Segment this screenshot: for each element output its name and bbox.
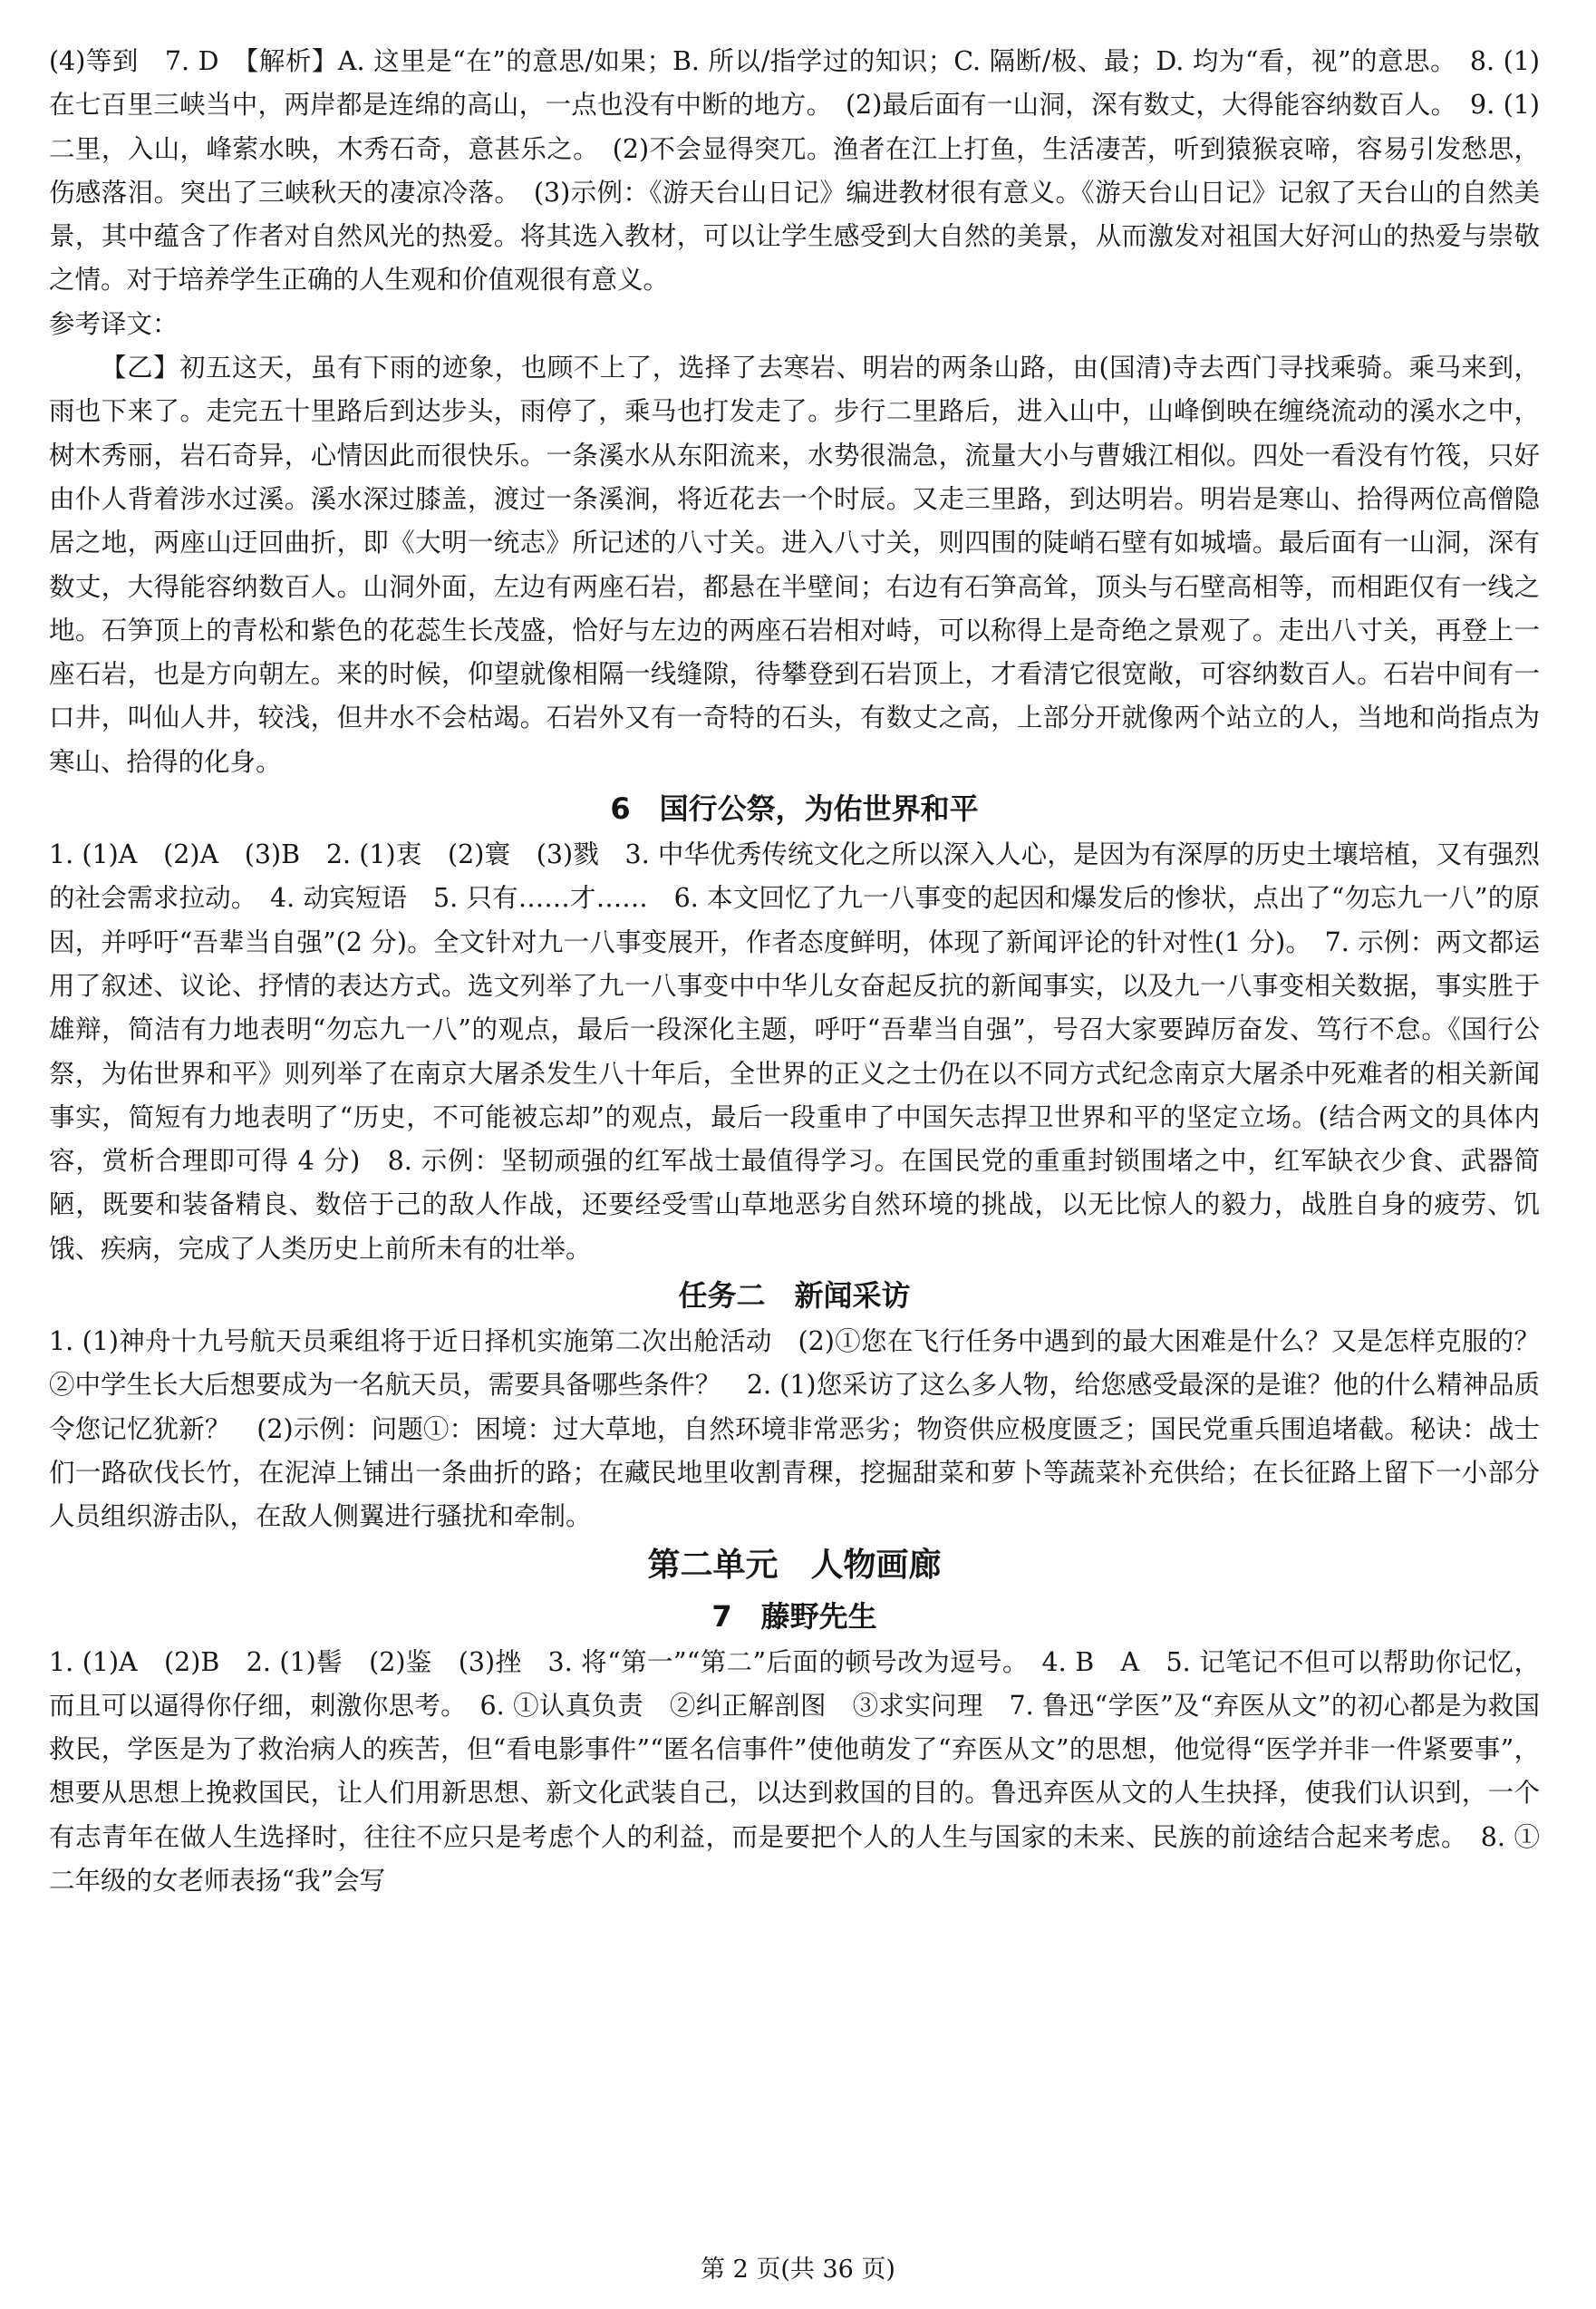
page-footer: 第 2 页(共 36 页)	[701, 2256, 895, 2284]
lesson7-answers: 1. (1)A (2)B 2. (1)髻 (2)鉴 (3)挫 3. 将“第一”“第二”后面的顿号改为逗号。 4. B A 5. 记笔记不但可以帮助你记忆，而且可以逼得你仔细，刺激你思考。 6. ①认真负责 ②纠正解剖图 ③求实问理 7. 鲁迅“学医”及“弃医从文”的初心都是为救国救民，学医是为了救治病人的疾苦，但“看电影事件”“匿名信事件”使他萌发了“弃医从文”的思想，他觉得“医学并非一件紧要事”，想要从思想上挽救国民，让人们用新思想、新文化武装自己，以达到救国的目的。鲁迅弃医从文的人生抉择，使我们认识到，一个有志青年在做人生选择时，往往不应只是考虑个人的利益，而是要把个人的人生与国家的未来、民族的前途结合起来考虑。 8. ①二年级的女老师表扬“我”会写	[49, 1646, 1540, 1896]
answers-lesson5-tail: (4)等到 7. D 【解析】A. 这里是“在”的意思/如果；B. 所以/指学过的知识；C. 隔断/极、最；D. 均为“看，视”的意思。 8. (1)在七百里三峡当中，两岸都是连绵的高山，一点也没有中断的地方。 (2)最后面有一山洞，深有数丈，大得能容纳数百人。 9. (1)二里，入山，峰萦水映，木秀石奇，意甚乐之。 (2)不会显得突兀。渔者在江上打鱼，生活凄苦，听到猿猴哀啼，容易引发愁思，伤感落泪。突出了三峡秋天的凄凉冷落。 (3)示例：《游天台山日记》编进教材很有意义。《游天台山日记》记叙了天台山的自然美景，其中蕴含了作者对自然风光的热爱。将其选入教材，可以让学生感受到大自然的美景，从而激发对祖国大好河山的热爱与崇敬之情。对于培养学生正确的人生观和价值观很有意义。	[49, 46, 1540, 296]
translation-label: 参考译文：	[49, 308, 179, 339]
unit2-title: 第二单元 人物画廊	[647, 1546, 942, 1584]
translation-text: 【乙】初五这天，虽有下雨的迹象，也顾不上了，选择了去寒岩、明岩的两条山路，由(国清)寺去西门寻找乘骑。乘马来到，雨也下来了。走完五十里路后到达步头，雨停了，乘马也打发走了。步行二里路后，进入山中，山峰倒映在缠绕流动的溪水之中，树木秀丽，岩石奇异，心情因此而很快乐。一条溪水从东阳流来，水势很湍急，流量大小与曹娥江相似。四处一看没有竹筏，只好由仆人背着涉水过溪。溪水深过膝盖，渡过一条溪涧，将近花去一个时辰。又走三里路，到达明岩。明岩是寒山、拾得两位高僧隐居之地，两座山迂回曲折，即《大明一统志》所记述的八寸关。进入八寸关，则四围的陡峭石壁有如城墙。最后面有一山洞，深有数丈，大得能容纳数百人。山洞外面，左边有两座石岩，都悬在半壁间；右边有石笋高耸，顶头与石壁高相等，而相距仅有一线之地。石笋顶上的青松和紫色的花蕊生长茂盛，恰好与左边的两座石岩相对峙，可以称得上是奇绝之景观了。走出八寸关，再登上一座石岩，也是方向朝左。来的时候，仰望就像相隔一线缝隙，待攀登到石岩顶上，才看清它很宽敞，可容纳数百人。石岩中间有一口井，叫仙人井，较浅，但井水不会枯竭。石岩外又有一奇特的石头，有数丈之高，上部分开就像两个站立的人，当地和尚指点为寒山、拾得的化身。	[49, 353, 1540, 777]
task2-answers: 1. (1)神舟十九号航天员乘组将于近日择机实施第二次出舱活动 (2)①您在飞行任务中遇到的最大困难是什么？又是怎样克服的？②中学生长大后想要成为一名航天员，需要具备哪些条件？ 2. (1)您采访了这么多人物，给您感受最深的是谁？他的什么精神品质令您记忆犹新？ (2)示例：问题①：困境：过大草地，自然环境非常恶劣；物资供应极度匮乏；国民党重兵围追堵截。秘诀：战士们一路砍伐长竹，在泥淖上铺出一条曲折的路；在藏民地里收割青稞，挖掘甜菜和萝卜等蔬菜补充供给；在长征路上留下一小部分人员组织游击队，在敌人侧翼进行骚扰和牵制。	[49, 1326, 1540, 1532]
task2-title: 任务二 新闻采访	[678, 1278, 911, 1314]
lesson6-title: 6 国行公祭，为佑世界和平	[610, 791, 979, 827]
lesson6-answers: 1. (1)A (2)A (3)B 2. (1)衷 (2)寰 (3)戮 3. 中华优秀传统文化之所以深入人心，是因为有深厚的历史土壤培植，又有强烈的社会需求拉动。 4. 动宾短语 5. 只有……才…… 6. 本文回忆了九一八事变的起因和爆发后的惨状，点出了“勿忘九一八”的原因，并呼吁“吾辈当自强”(2 分)。全文针对九一八事变展开，作者态度鲜明，体现了新闻评论的针对性(1 分)。 7. 示例：两文都运用了叙述、议论、抒情的表达方式。选文列举了九一八事变中中华儿女奋起反抗的新闻事实，以及九一八事变相关数据，事实胜于雄辩，简洁有力地表明“勿忘九一八”的观点，最后一段深化主题，呼吁“吾辈当自强”，号召大家要踔厉奋发、笃行不怠。《国行公祭，为佑世界和平》则列举了在南京大屠杀发生八十年后，全世界的正义之士仍在以不同方式纪念南京大屠杀中死难者的相关新闻事实，简短有力地表明了“历史，不可能被忘却”的观点，最后一段重申了中国矢志捍卫世界和平的坚定立场。(结合两文的具体内容，赏析合理即可得 4 分) 8. 示例：坚韧顽强的红军战士最值得学习。在国民党的重重封锁围堵之中，红军缺衣少食、武器简陋，既要和装备精良、数倍于己的敌人作战，还要经受雪山草地恶劣自然环境的挑战，以无比惊人的毅力，战胜自身的疲劳、饥饿、疾病，完成了人类历史上前所未有的壮举。	[49, 839, 1540, 1264]
lesson7-title: 7 藤野先生	[711, 1598, 877, 1634]
